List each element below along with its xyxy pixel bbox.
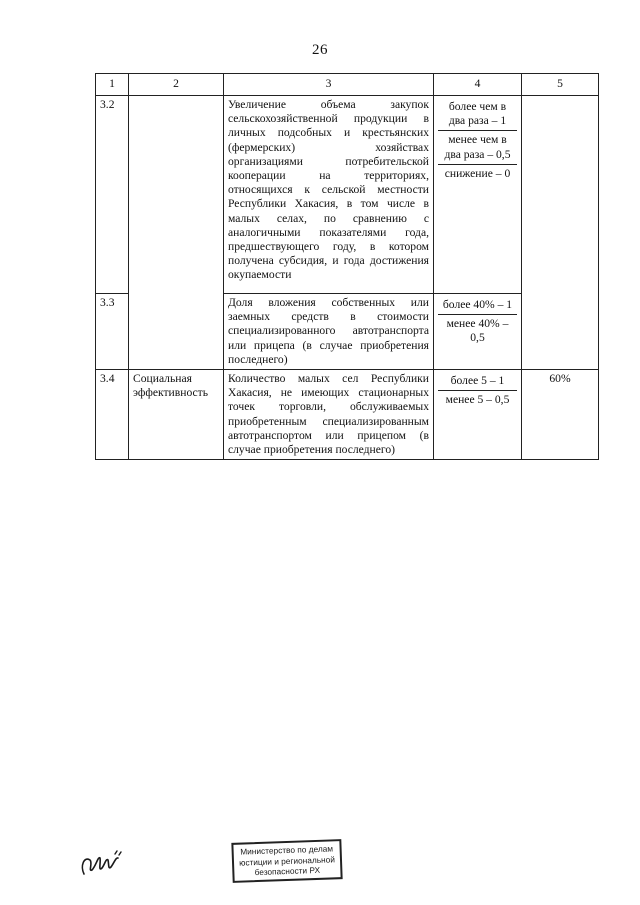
criteria-table <box>95 73 599 460</box>
criterion: снижение – 0 <box>444 166 511 180</box>
criterion: более 5 – 1 <box>438 372 517 391</box>
criterion: менее 5 – 0,5 <box>445 393 510 407</box>
row-criteria <box>434 294 522 370</box>
column-header: 5 <box>522 74 599 96</box>
row-weight <box>522 96 599 370</box>
criterion: менее чем в два раза – 0,5 <box>438 131 517 164</box>
row-criteria <box>434 370 522 460</box>
row-description: Увеличение объема закупок сельскохозяйственной продукции в личных подсобных и крестьянских (фермерских) хозяйствах организациями потребительской кооперации на территориях, относящихся к сельской местности Республики Хакасия, в том числе в малых селах, по сравнению с аналогичными показателями года, предшествующего году, в котором получена субсидия, и года достижения окупаемости <box>224 96 434 294</box>
column-header: 4 <box>434 74 522 96</box>
column-header: 3 <box>224 74 434 96</box>
table-header-row <box>96 74 599 96</box>
row-criteria <box>434 96 522 294</box>
row-number: 3.3 <box>96 294 129 370</box>
signature-icon <box>78 848 124 882</box>
column-header: 2 <box>129 74 224 96</box>
table-row <box>96 96 599 294</box>
criterion: более 40% – 1 <box>438 296 517 315</box>
row-number: 3.4 <box>96 370 129 460</box>
row-number: 3.2 <box>96 96 129 294</box>
row-description: Доля вложения собственных или заемных средств в стоимости специализированного автотранспорта или прицепа (в случае приобретения последнего) <box>224 294 434 370</box>
criterion: более чем в два раза – 1 <box>438 98 517 131</box>
table-row <box>96 370 599 460</box>
row-group: Социальная эффективность <box>129 370 224 460</box>
criterion: менее 40% – 0,5 <box>446 317 509 345</box>
registration-stamp: Министерство по делам юстиции и региональной безопасности РХ <box>231 839 342 882</box>
column-header: 1 <box>96 74 129 96</box>
row-group <box>129 96 224 370</box>
row-weight: 60% <box>522 370 599 460</box>
page-number: 26 <box>312 42 328 58</box>
row-description: Количество малых сел Республики Хакасия, не имеющих стационарных точек торговли, обслуживаемых приобретенным специализированным автотранспортом или прицепом (в случае приобретения последнего) <box>224 370 434 460</box>
